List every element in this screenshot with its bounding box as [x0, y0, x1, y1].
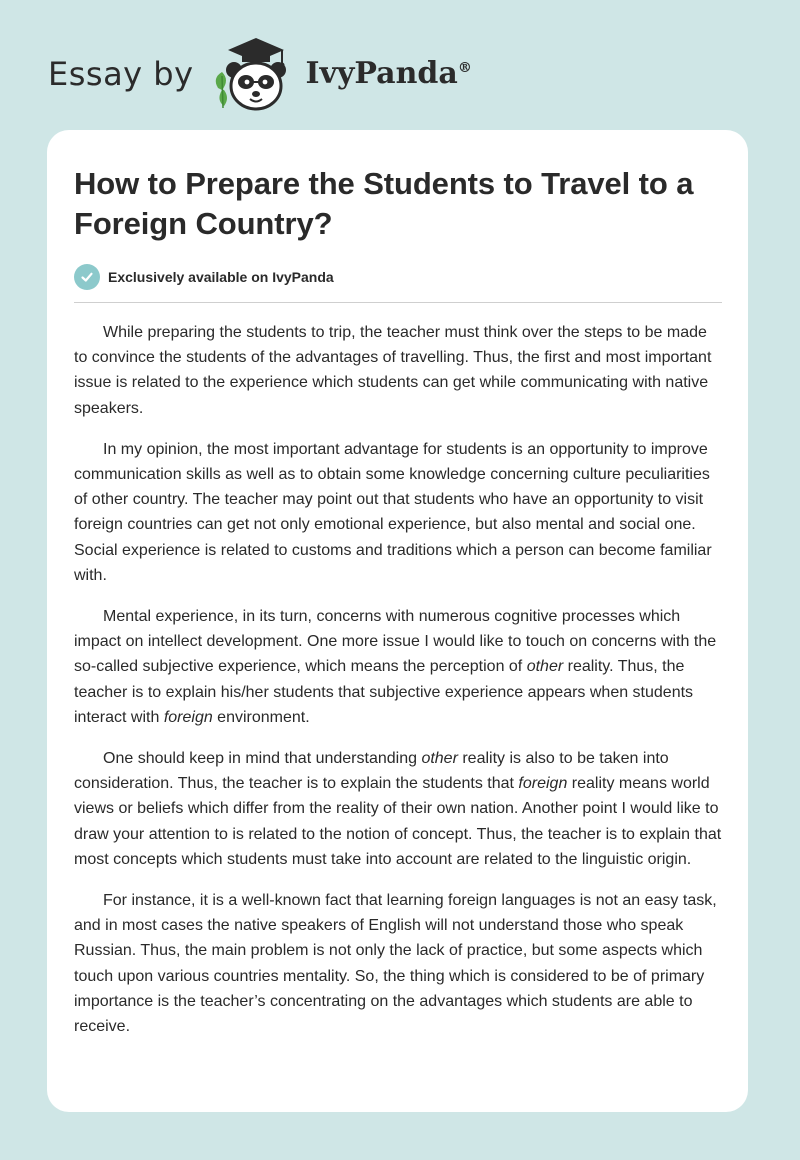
- essay-title: How to Prepare the Students to Travel to a Foreign Country?: [74, 166, 694, 241]
- divider: [74, 302, 722, 303]
- emphasis-text: foreign: [163, 708, 213, 726]
- essay-body: [74, 320, 722, 1039]
- paragraph-text: environment.: [212, 708, 310, 726]
- paragraph-text: While preparing the students to trip, the teacher must think over the steps to be made to convince the students of the advantages of travelling. Thus, the first and most important issue is related to the experience which students can get while communicating with native speakers.: [74, 324, 712, 417]
- emphasis-text: other: [526, 658, 564, 676]
- panda-graduate-icon: [210, 34, 302, 114]
- exclusive-badge-text: Exclusively available on IvyPanda: [108, 269, 334, 285]
- essay-paragraph: [74, 746, 722, 872]
- registered-mark: ®: [457, 60, 472, 76]
- paragraph-text: reality means world views or beliefs which differ from the reality of their own nation. Another point I would like to draw your attention to is related to the notion of concept. Thus, the teacher is to explain that most concepts which students must take into account are related to the linguistic origin.: [74, 775, 722, 868]
- paragraph-text: For instance, it is a well-known fact that learning foreign languages is not an easy task, and in most cases the native speakers of English will not understand those who speak Russian. Thus, the main problem is not only the lack of practice, but some aspects which touch upon various countries mentality. So, the thing which is considered to be of primary importance is the teacher’s concentrating on the advantages which students are able to receive.: [74, 892, 717, 1036]
- paragraph-text: Mental experience, in its turn, concerns with numerous cognitive processes which impact on intellect development. One more issue I would like to touch on concerns with the so-called subjective experience, which means the perception of: [74, 608, 717, 676]
- essay-paragraph: [74, 320, 722, 421]
- paragraph-text: reality is also to be taken into consideration. Thus, the teacher is to explain the students that: [74, 750, 669, 793]
- brand-name[interactable]: IvyPanda®: [305, 56, 472, 91]
- paragraph-text: In my opinion, the most important advantage for students is an opportunity to improve communication skills as well as to obtain some knowledge concerning culture peculiarities of other country. The teacher may point out that students who have an opportunity to visit foreign countries can get not only emotional experience, but also mental and social one. Social experience is related to customs and traditions which a person can become familiar with.: [74, 440, 712, 584]
- essay-by-label: Essay by: [48, 55, 194, 93]
- exclusive-badge: [74, 263, 722, 291]
- paragraph-text: reality. Thus, the teacher is to explain his/her students that subjective experience appears when students interact with: [74, 658, 694, 726]
- check-circle-icon: [74, 264, 100, 290]
- essay-paragraph: [74, 437, 722, 588]
- essay-card: [47, 130, 748, 1112]
- essay-paragraph: [74, 604, 722, 730]
- emphasis-text: other: [421, 750, 458, 768]
- emphasis-text: foreign: [518, 775, 568, 793]
- essay-paragraph: [74, 888, 722, 1039]
- site-header: [48, 34, 508, 114]
- paragraph-text: One should keep in mind that understanding: [103, 750, 422, 768]
